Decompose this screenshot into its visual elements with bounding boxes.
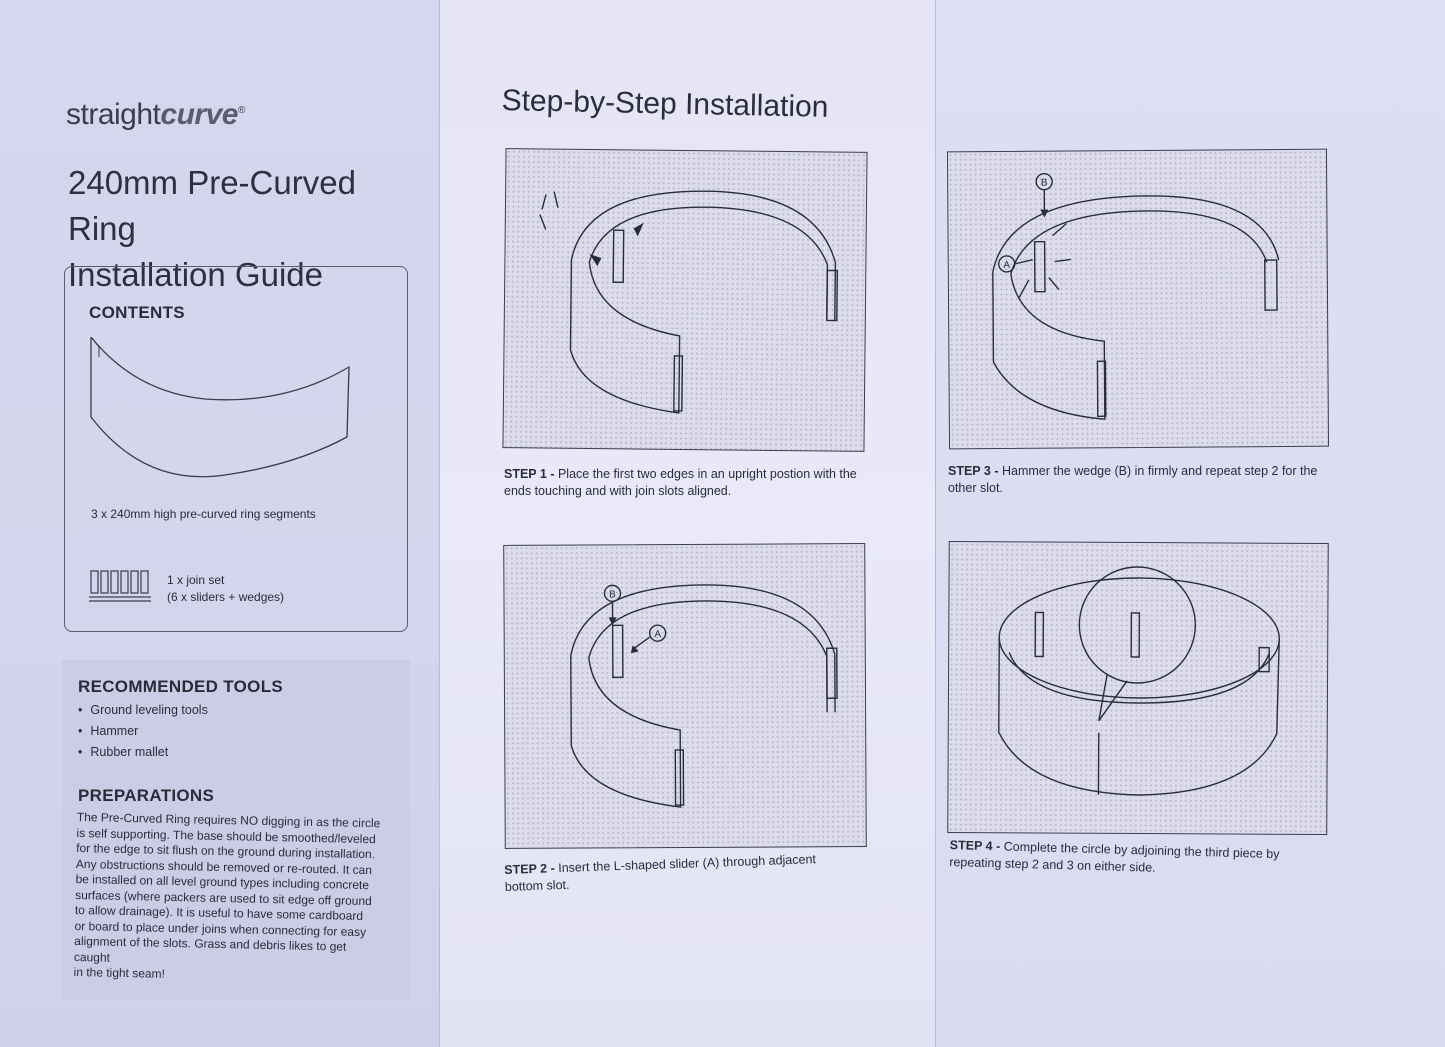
document-title: 240mm Pre-Curved Ring Installation Guide	[68, 164, 356, 293]
list-item: • Hammer	[78, 721, 208, 742]
ring-segment-illustration	[85, 337, 385, 497]
marker-a-label: A	[654, 629, 662, 641]
join-set-description: 1 x join set (6 x sliders + wedges)	[167, 573, 285, 604]
marker-a-label: A	[1003, 259, 1011, 271]
step4-illustration	[947, 541, 1329, 835]
step2-illustration	[503, 543, 867, 849]
step1-caption: STEP 1 - Place the first two edges in an upright postion with the ends touching and with join slots aligned.	[504, 467, 857, 498]
preparations-heading: PREPARATIONS	[78, 786, 215, 805]
list-item: • Rubber mallet	[78, 742, 208, 763]
segments-description: 3 x 240mm high pre-curved ring segments	[91, 507, 316, 521]
marker-b-label: B	[609, 589, 616, 601]
preparations-body: The Pre-Curved Ring requires NO digging in as the circle is self supporting. The base should be smoothed/leveled for the edge to sit flush on the ground during installation. Any obstructions should be removed or re-routed. It can be installed on all level ground types including concrete surfaces (where packers are used to sit edge off ground to allow drainage). It is useful to have some cardboard or board to place under joins when connecting for easy alignment of the slots. Grass and debris likes to get caught in the tight seam!	[73, 810, 381, 981]
contents-box	[64, 266, 408, 632]
tools-heading: RECOMMENDED TOOLS	[78, 677, 284, 696]
join-set-icon	[87, 567, 157, 607]
step2-caption: STEP 2 - Insert the L-shaped slider (A) through adjacent bottom slot.	[504, 852, 817, 894]
brand-logo: straightcurve®	[66, 98, 245, 131]
list-item: • Ground leveling tools	[78, 700, 208, 721]
step1-illustration	[502, 148, 867, 452]
tools-and-preparations	[62, 660, 410, 1000]
marker-b-label: B	[1040, 177, 1048, 189]
cover-panel	[0, 0, 440, 1047]
steps-panel-1	[440, 0, 936, 1047]
tool-list	[78, 700, 208, 763]
contents-heading: CONTENTS	[89, 303, 185, 322]
step4-caption: STEP 4 - Complete the circle by adjoining the third piece by repeating step 2 and 3 on either side.	[949, 837, 1280, 875]
steps-title: Step-by-Step Installation	[501, 84, 829, 124]
step3-caption: STEP 3 - Hammer the wedge (B) in firmly and repeat step 2 for the other slot.	[948, 464, 1318, 495]
steps-panel-2	[936, 0, 1445, 1047]
step3-illustration	[947, 149, 1329, 450]
